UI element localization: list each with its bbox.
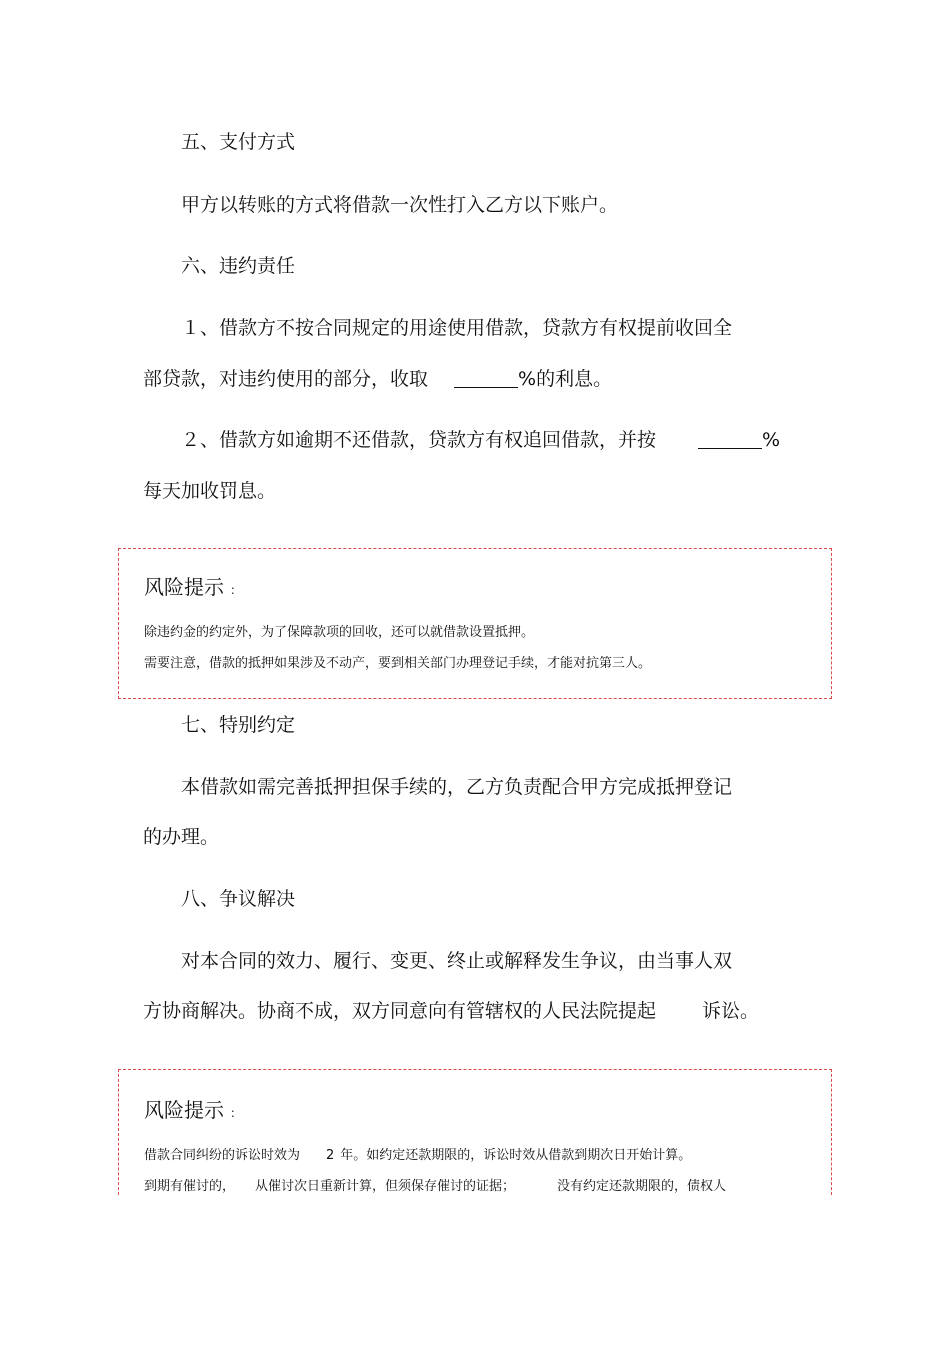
risk-note-title (144, 1097, 242, 1126)
interest-rate-blank (454, 369, 518, 388)
breach-item1-line1: １、借款方不按合同规定的用途使用借款，贷款方有权提前收回全 (181, 317, 733, 339)
payment-body: 甲方以转账的方式将借款一次性打入乙方以下账户。 (181, 194, 619, 216)
risk-note-line: 除违约金的约定外，为了保障款项的回收，还可以就借款设置抵押。 (144, 625, 535, 640)
section-heading-payment: 五、支付方式 (181, 131, 296, 153)
demand-text-c: 没有约定还款期限的，债权人 (557, 1179, 727, 1194)
dispute-body-line2 (143, 999, 759, 1023)
risk-note-colon: ： (230, 583, 243, 597)
dispute-body-text: 方协商解决。协商不成，双方同意向有管辖权的人民法院提起 (143, 1000, 657, 1022)
limitation-years: 2 (326, 1148, 335, 1163)
risk-note-title (144, 574, 242, 603)
breach-item2-text: ２、借款方如逾期不还借款，贷款方有权追回借款，并按 (181, 429, 657, 451)
breach-item1-suffix: %的利息。 (518, 368, 613, 390)
breach-item1-line2 (143, 367, 612, 391)
demand-text-b: 从催讨次日重新计算，但须保存催讨的证据； (255, 1179, 516, 1194)
section-heading-special: 七、特别约定 (181, 714, 296, 736)
limitation-text: 借款合同纠纷的诉讼时效为 (144, 1148, 301, 1163)
breach-item1-text: 部贷款，对违约使用的部分，收取 (143, 368, 429, 390)
risk-note-box-1 (118, 548, 832, 699)
risk-note-title-text: 风险提示 (144, 575, 224, 599)
limitation-text-end: 年。如约定还款期限的，诉讼时效从借款到期次日开始计算。 (340, 1148, 692, 1163)
breach-item2-line1 (181, 428, 780, 452)
demand-text-a: 到期有催讨的， (144, 1179, 236, 1194)
risk-note-line: 需要注意，借款的抵押如果涉及不动产，要到相关部门办理登记手续，才能对抗第三人。 (144, 656, 652, 671)
breach-item2-suffix: % (762, 429, 781, 451)
dispute-body-line1: 对本合同的效力、履行、变更、终止或解释发生争议，由当事人双 (181, 950, 733, 972)
risk-note-title-text: 风险提示 (144, 1098, 224, 1122)
risk-note-colon: ： (230, 1106, 243, 1120)
special-body-line1: 本借款如需完善抵押担保手续的，乙方负责配合甲方完成抵押登记 (181, 776, 733, 798)
breach-item2-line2: 每天加收罚息。 (143, 480, 277, 502)
section-heading-breach: 六、违约责任 (181, 255, 296, 277)
penalty-rate-blank (698, 430, 762, 449)
section-heading-dispute: 八、争议解决 (181, 888, 296, 910)
risk-note-line (144, 1147, 691, 1165)
risk-note-box-2 (118, 1069, 832, 1195)
dispute-body-suffix: 诉讼。 (702, 1000, 760, 1022)
special-body-line2: 的办理。 (143, 826, 220, 848)
risk-note-line (144, 1178, 726, 1196)
